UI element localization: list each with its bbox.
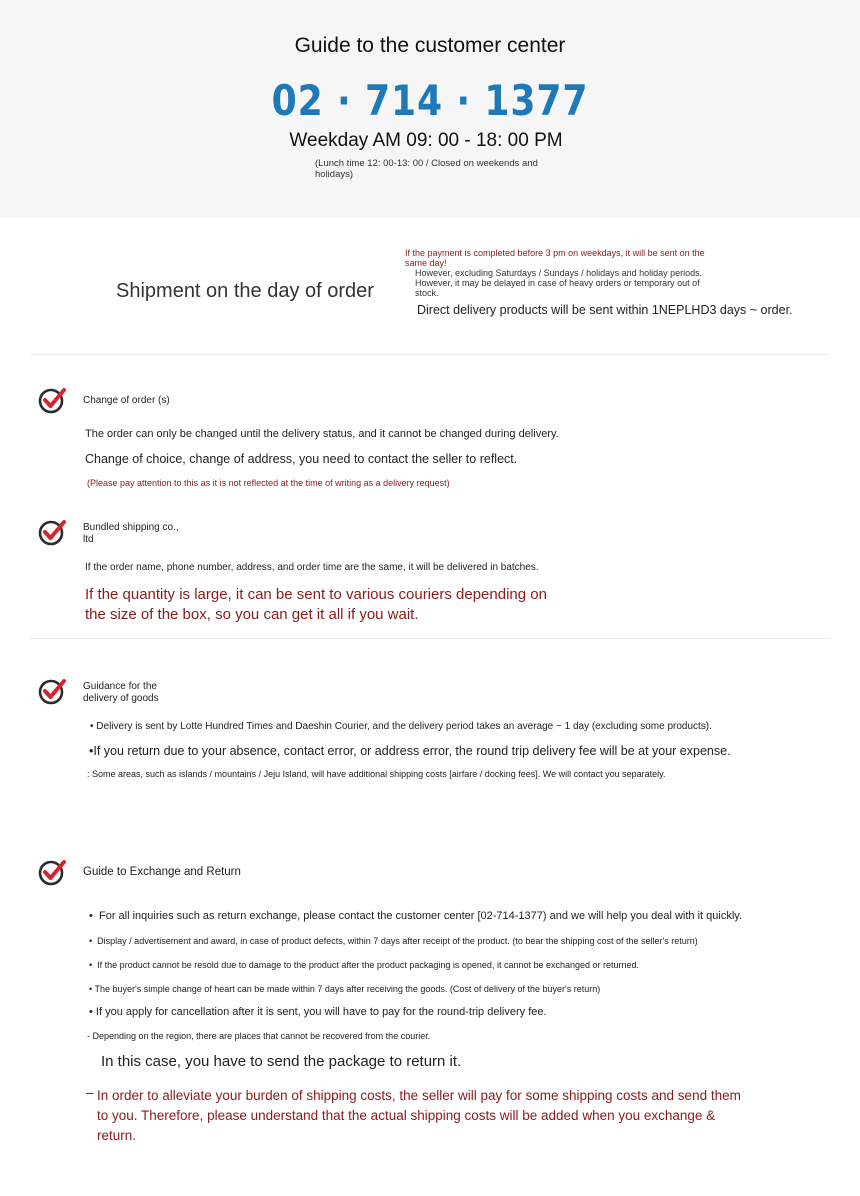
change-order-warning: (Please pay attention to this as it is not reflected at the time of writing as a delivery request) (87, 478, 450, 488)
exchange-region-note: - Depending on the region, there are places that cannot be recovered from the courier. (87, 1031, 431, 1041)
bullet: • (89, 984, 93, 994)
bundled-shipping-line: If the order name, phone number, address, and order time are the same, it will be delivered in batches. (85, 562, 539, 573)
delivery-line: Delivery is sent by Lotte Hundred Times and Daeshin Courier, and the delivery period takes an average ~ 1 day (excluding some products). (96, 721, 712, 732)
bullet: • (90, 721, 94, 732)
bundled-shipping-note: If the quantity is large, it can be sent to various couriers depending on the size of the box, so you can get it all if you wait. (85, 586, 547, 623)
exchange-line: If you apply for cancellation after it is sent, you will have to pay for the round-trip delivery fee. (95, 1006, 547, 1018)
exchange-return-instruction: In this case, you have to send the package to return it. (101, 1053, 462, 1070)
exchange-line: If the product cannot be resold due to damage to the product after the product packaging is opened, it cannot be exchanged or returned. (97, 960, 640, 970)
shipping-cost-note: In order to alleviate your burden of shipping costs, the seller will pay for some shipping costs and send them to you. Therefore, please understand that the actual shipping costs will be added when you exchange & return. (97, 1088, 741, 1143)
check-icon (38, 858, 68, 886)
bullet: • (89, 744, 94, 758)
bullet: • (89, 910, 93, 922)
section-divider (30, 354, 830, 355)
business-hours: Weekday AM 09: 00 - 18: 00 PM (289, 130, 563, 151)
bundled-shipping-heading: Bundled shipping co., ltd (83, 522, 179, 545)
customer-center-phone[interactable]: 02 · 714 · 1377 (271, 76, 589, 125)
bullet: • (89, 960, 93, 970)
delay-note: However, it may be delayed in case of heavy orders or temporary out of stock. (415, 278, 700, 298)
lunch-note: (Lunch time 12: 00-13: 00 / Closed on weekends and holidays) (315, 158, 538, 180)
change-order-line: Change of choice, change of address, you need to contact the seller to reflect. (85, 452, 518, 466)
delivery-line: If you return due to your absence, contact error, or address error, the round trip delivery fee will be at your expense. (93, 744, 731, 758)
check-icon (38, 677, 68, 705)
same-day-note: If the payment is completed before 3 pm on weekdays, it will be sent on the same day! (405, 248, 705, 268)
dash: – (86, 1085, 94, 1100)
exchange-line: The buyer's simple change of heart can be made within 7 days after receiving the goods. (Cost of delivery of the buyer's return) (94, 984, 601, 994)
check-icon (38, 518, 68, 546)
delivery-heading: Guidance for the delivery of goods (83, 681, 159, 704)
change-order-heading: Change of order (s) (83, 395, 170, 406)
bullet: • (89, 1006, 93, 1018)
shipment-title: Shipment on the day of order (116, 280, 374, 302)
customer-center-title: Guide to the customer center (294, 34, 566, 57)
bullet: • (89, 936, 93, 946)
shipment-notes (405, 248, 835, 317)
excluding-note: However, excluding Saturdays / Sundays / holidays and holiday periods. (415, 268, 703, 278)
change-order-line: The order can only be changed until the delivery status, and it cannot be changed during delivery. (85, 428, 559, 440)
check-icon (38, 386, 68, 414)
section-divider (30, 638, 830, 639)
exchange-line: For all inquiries such as return exchange, please contact the customer center [02-714-1377) and we will help you deal with it quickly. (98, 910, 743, 922)
exchange-line: Display / advertisement and award, in case of product defects, within 7 days after receipt of the product. (to bear the shipping cost of the seller's return) (97, 936, 698, 946)
exchange-return-heading: Guide to Exchange and Return (83, 866, 241, 878)
delivery-extra-cost-note: : Some areas, such as islands / mountains / Jeju Island, will have additional shipping costs [airfare / docking fees]. We will contact you separately. (87, 769, 666, 779)
direct-delivery-note: Direct delivery products will be sent within 1NEPLHD3 days ~ order. (417, 303, 793, 317)
customer-center-section (0, 0, 860, 218)
